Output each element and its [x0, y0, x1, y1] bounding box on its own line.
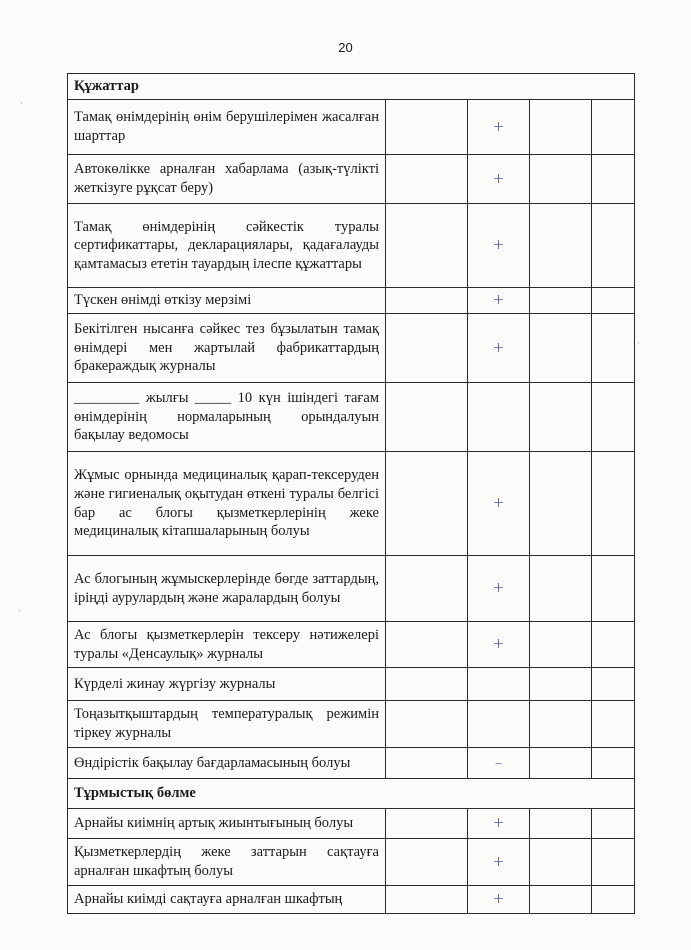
check-mark: +	[468, 839, 530, 886]
blank-cell	[530, 622, 592, 668]
item-text: Күрделі жинау жүргізу журналы	[68, 668, 386, 701]
item-text: Өндірістік бақылау бағдарламасының болуы	[68, 748, 386, 779]
check-mark: +	[468, 809, 530, 839]
section-heading-documents: Құжаттар	[68, 74, 635, 100]
blank-cell	[592, 288, 635, 314]
section-row	[68, 74, 635, 100]
blank-cell	[592, 100, 635, 155]
item-text: Түскен өнімді өткізу мерзімі	[68, 288, 386, 314]
check-mark	[468, 668, 530, 701]
item-text: Ас блогы қызметкерлерін тексеру нәтижелері туралы «Денсаулық» журналы	[68, 622, 386, 668]
check-mark: +	[468, 155, 530, 204]
check-mark: +	[468, 556, 530, 622]
table-row	[68, 839, 635, 886]
blank-cell	[592, 452, 635, 556]
check-mark: +	[468, 886, 530, 914]
blank-cell	[592, 314, 635, 383]
blank-cell	[592, 839, 635, 886]
blank-cell	[386, 556, 468, 622]
check-mark: –	[468, 748, 530, 779]
blank-cell	[386, 668, 468, 701]
item-text: Ас блогының жұмыскерлерінде бөгде заттардың, іріңді аурулардың және жаралардың болуы	[68, 556, 386, 622]
table-row	[68, 288, 635, 314]
table-row	[68, 452, 635, 556]
page-number: 20	[338, 40, 353, 55]
blank-cell	[386, 100, 468, 155]
blank-cell	[530, 839, 592, 886]
check-mark: +	[468, 314, 530, 383]
check-mark	[468, 701, 530, 748]
check-mark: +	[468, 100, 530, 155]
item-text: Тамақ өнімдерінің сәйкестік туралы сертификаттары, декларациялары, қадағалауды қамтамасыз ететін тауардың ілеспе құжаттары	[68, 204, 386, 288]
blank-cell	[530, 452, 592, 556]
blank-cell	[592, 748, 635, 779]
blank-cell	[592, 886, 635, 914]
blank-cell	[592, 155, 635, 204]
blank-cell	[530, 886, 592, 914]
table-row	[68, 809, 635, 839]
table-row	[68, 748, 635, 779]
blank-cell	[592, 622, 635, 668]
blank-cell	[386, 809, 468, 839]
scan-speck: ·	[637, 338, 640, 348]
check-mark	[468, 383, 530, 452]
blank-cell	[530, 155, 592, 204]
table-row	[68, 204, 635, 288]
section-heading-household-room: Тұрмыстық бөлме	[68, 779, 635, 809]
item-text: Бекітілген нысанға сәйкес тез бұзылатын тамақ өнімдері мен жартылай фабрикаттардың бракераждық журналы	[68, 314, 386, 383]
scan-speck: ·	[18, 606, 21, 616]
blank-cell	[386, 452, 468, 556]
blank-cell	[386, 314, 468, 383]
blank-cell	[530, 809, 592, 839]
blank-cell	[386, 155, 468, 204]
blank-cell	[530, 100, 592, 155]
blank-cell	[530, 556, 592, 622]
table-row	[68, 622, 635, 668]
blank-cell	[592, 668, 635, 701]
blank-cell	[530, 383, 592, 452]
blank-cell	[386, 383, 468, 452]
scan-speck: ·	[20, 98, 23, 108]
table-row	[68, 100, 635, 155]
blank-cell	[386, 204, 468, 288]
blank-cell	[530, 204, 592, 288]
check-mark: +	[468, 622, 530, 668]
table-row	[68, 701, 635, 748]
table-row	[68, 155, 635, 204]
blank-cell	[386, 748, 468, 779]
blank-cell	[592, 204, 635, 288]
item-text: Қызметкерлердің жеке заттарын сақтауға арналған шкафтың болуы	[68, 839, 386, 886]
blank-cell	[386, 622, 468, 668]
blank-cell	[592, 701, 635, 748]
check-mark: +	[468, 288, 530, 314]
blank-cell	[530, 314, 592, 383]
table-row	[68, 556, 635, 622]
check-mark: +	[468, 452, 530, 556]
item-text: Арнайы киімді сақтауға арналған шкафтың	[68, 886, 386, 914]
item-text: _________ жылғы _____ 10 күн ішіндегі тағам өнімдерінің нормаларының орындалуын бақылау ведомосы	[68, 383, 386, 452]
item-text: Арнайы киімнің артық жиынтығының болуы	[68, 809, 386, 839]
table-row	[68, 668, 635, 701]
blank-cell	[592, 809, 635, 839]
blank-cell	[386, 701, 468, 748]
blank-cell	[592, 556, 635, 622]
item-text: Тамақ өнімдерінің өнім берушілерімен жасалған шарттар	[68, 100, 386, 155]
table-row	[68, 886, 635, 914]
blank-cell	[530, 288, 592, 314]
blank-cell	[530, 701, 592, 748]
blank-cell	[386, 886, 468, 914]
item-text: Жұмыс орнында медициналық қарап-тексеруден және гигиеналық оқытудан өткені туралы белгісі бар ас блогы қызметкерлерінің жеке медициналық кітапшаларының болуы	[68, 452, 386, 556]
blank-cell	[530, 748, 592, 779]
checklist-table	[67, 73, 635, 914]
section-row	[68, 779, 635, 809]
blank-cell	[386, 288, 468, 314]
blank-cell	[530, 668, 592, 701]
table-row	[68, 383, 635, 452]
blank-cell	[386, 839, 468, 886]
check-mark: +	[468, 204, 530, 288]
blank-cell	[592, 383, 635, 452]
item-text: Тоңазытқыштардың температуралық режимін тіркеу журналы	[68, 701, 386, 748]
table-row	[68, 314, 635, 383]
item-text: Автокөлікке арналған хабарлама (азық-түлікті жеткізуге рұқсат беру)	[68, 155, 386, 204]
